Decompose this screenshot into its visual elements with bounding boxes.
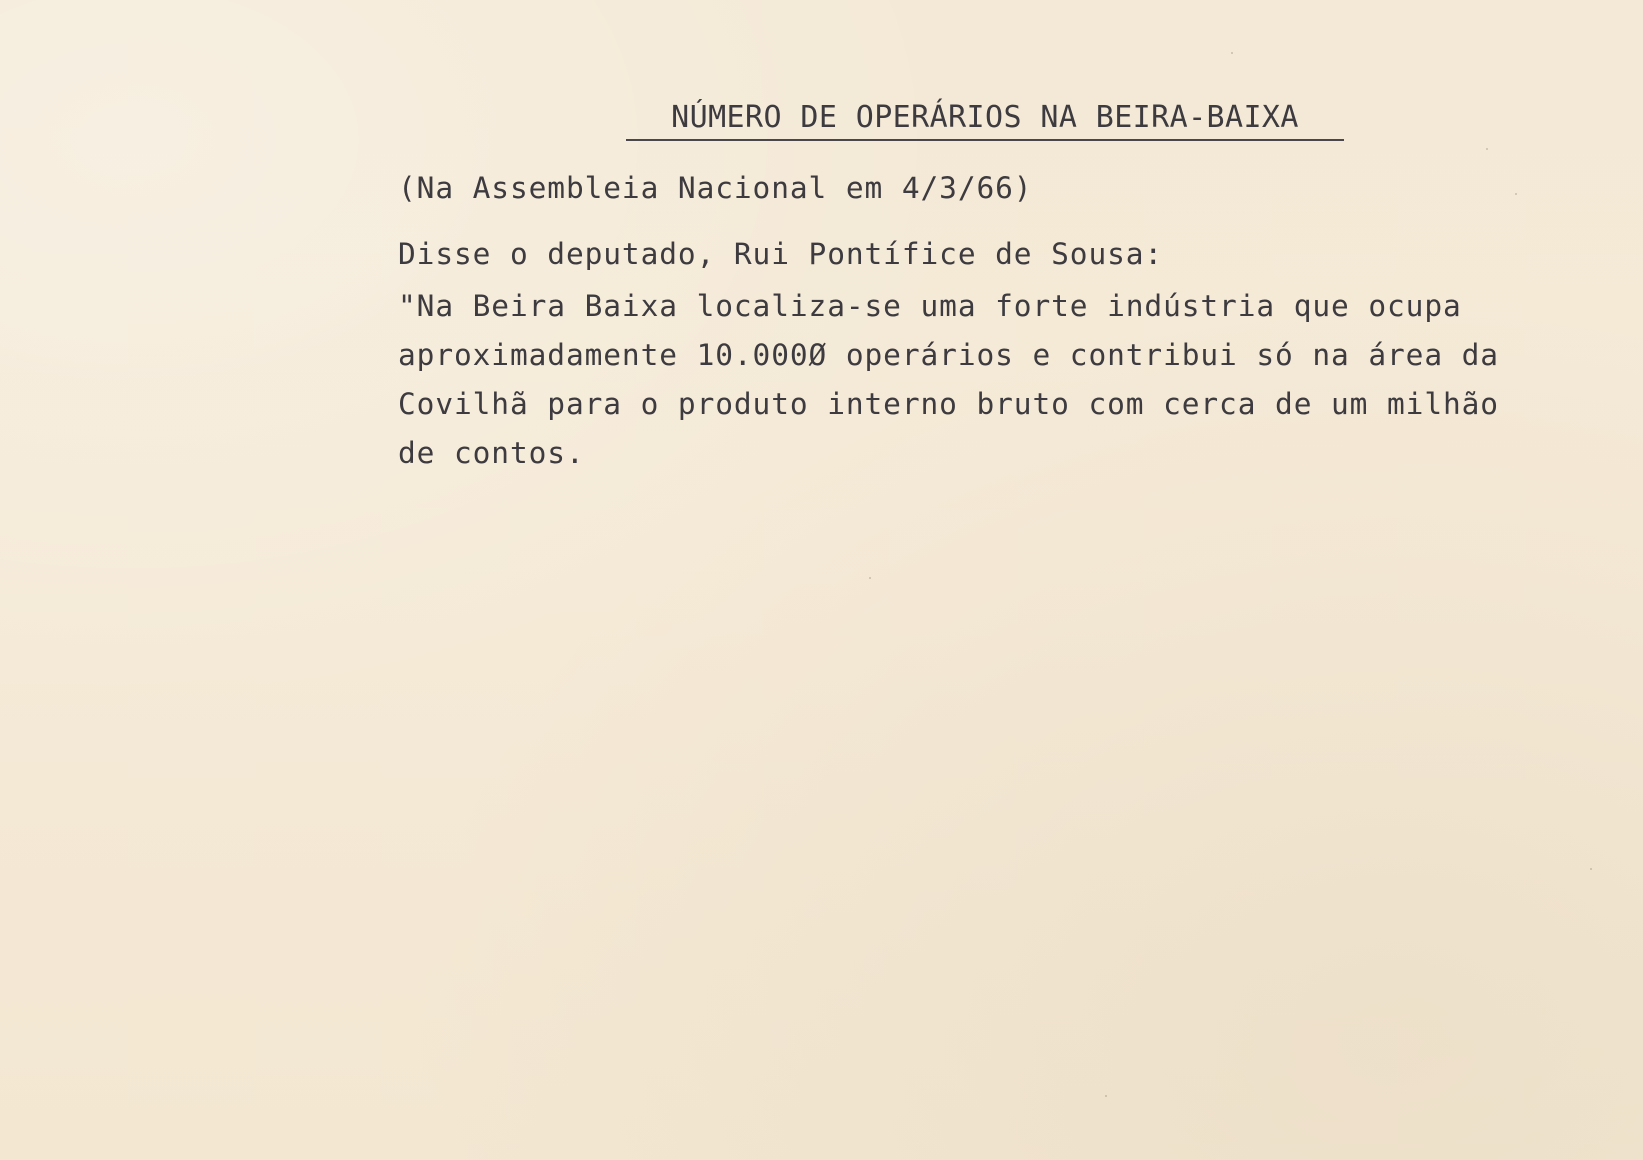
paper-speck: [1486, 148, 1488, 150]
body-line: "Na Beira Baixa localiza-se uma forte indústria que ocupa: [398, 289, 1462, 323]
body-line: aproximadamente 10.000Ø operários e contribui só na área da: [398, 338, 1499, 372]
body-line: de contos.: [398, 436, 585, 470]
paper-speck: [1105, 1095, 1107, 1097]
paper-speck: [869, 577, 871, 579]
paper-speck: [1231, 52, 1233, 54]
document-subtitle: (Na Assembleia Nacional em 4/3/66): [398, 171, 1033, 205]
document-title: NÚMERO DE OPERÁRIOS NA BEIRA-BAIXA: [626, 98, 1344, 141]
paper-speck: [1590, 868, 1592, 870]
paper-speck: [1515, 193, 1517, 195]
body-line: Disse o deputado, Rui Pontífice de Sousa:: [398, 237, 1164, 271]
body-line: Covilhã para o produto interno bruto com cerca de um milhão: [398, 387, 1499, 421]
